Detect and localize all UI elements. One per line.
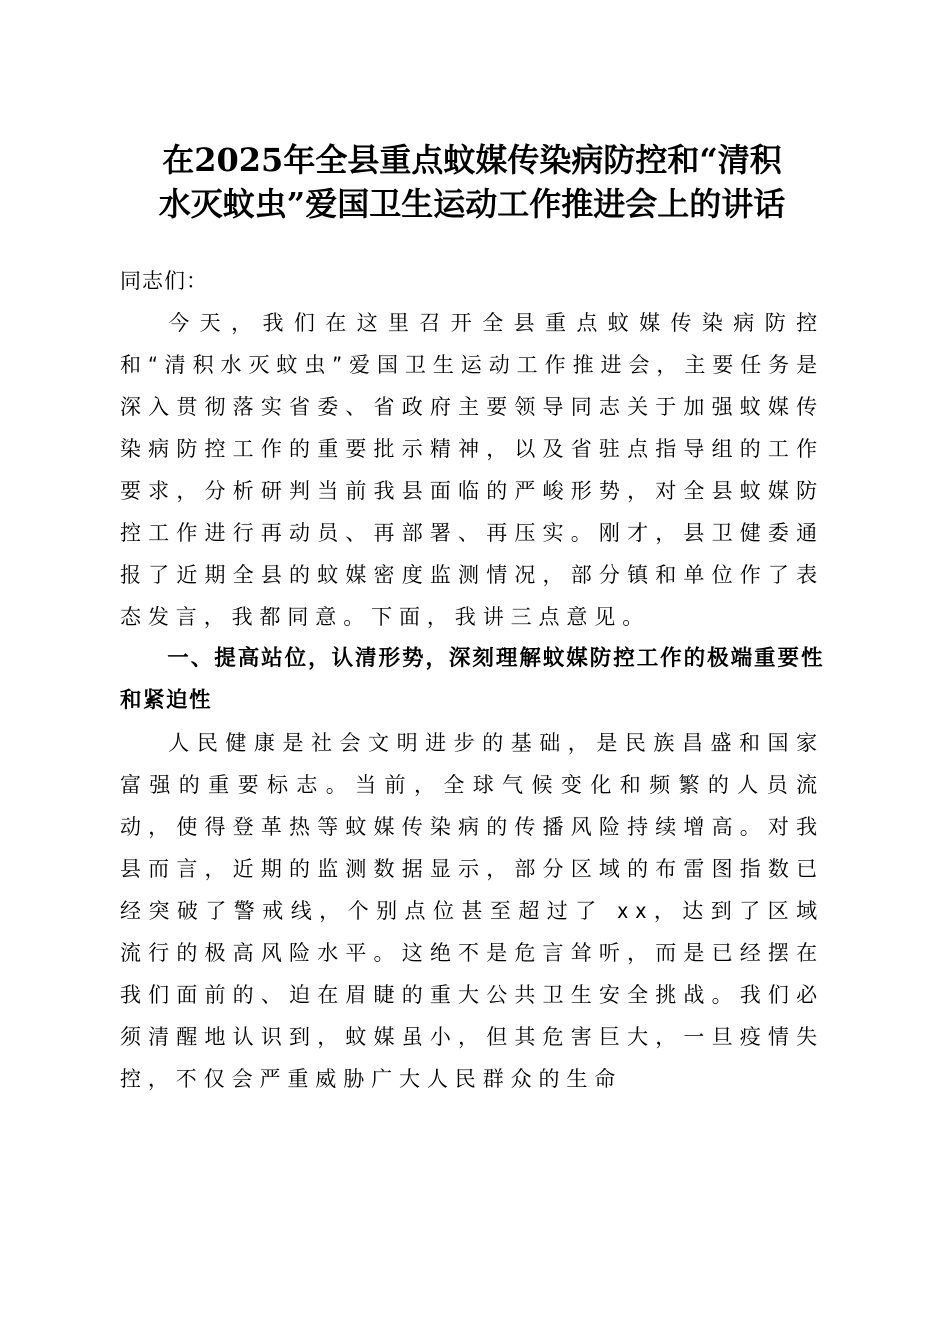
section-1-paragraph-1: 人民健康是社会文明进步的基础，是民族昌盛和国家富强的重要标志。当前，全球气候变化和频繁的人员流动，使得登革热等蚊媒传染病的传播风险持续增高。对我县而言，近期的监测数据显示，部分区域的布雷图指数已经突破了警戒线，个别点位甚至超过了 xx，达到了区域流行的极高风险水平。这绝不是危言耸听，而是已经摆在我们面前的、迫在眉睫的重大公共卫生安全挑战。我们必须清醒地认识到，蚊媒虽小，但其危害巨大，一旦疫情失控，不仅会严重威胁广大人民群众的生命 <box>120 731 824 1091</box>
title-line-1: 在2025年全县重点蚊媒传染病防控和“清积 <box>162 141 782 179</box>
document-page <box>120 130 824 1100</box>
opening-paragraph: 今天，我们在这里召开全县重点蚊媒传染病防控和“清积水灭蚊虫”爱国卫生运动工作推进会，主要任务是深入贯彻落实省委、省政府主要领导同志关于加强蚊媒传染病防控工作的重要批示精神，以及省驻点指导组的工作要求，分析研判当前我县面临的严峻形势，对全县蚊媒防控工作进行再动员、再部署、再压实。刚才，县卫健委通报了近期全县的蚊媒密度监测情况，部分镇和单位作了表态发言，我都同意。下面，我讲三点意见。 <box>120 311 824 629</box>
section-1-heading: 一、提高站位，认清形势，深刻理解蚊媒防控工作的极端重要性和紧迫性 <box>120 646 824 713</box>
document-title <box>120 138 824 226</box>
salutation: 同志们： <box>120 269 208 293</box>
title-line-2: 水灭蚊虫”爱国卫生运动工作推进会上的讲话 <box>158 185 786 223</box>
